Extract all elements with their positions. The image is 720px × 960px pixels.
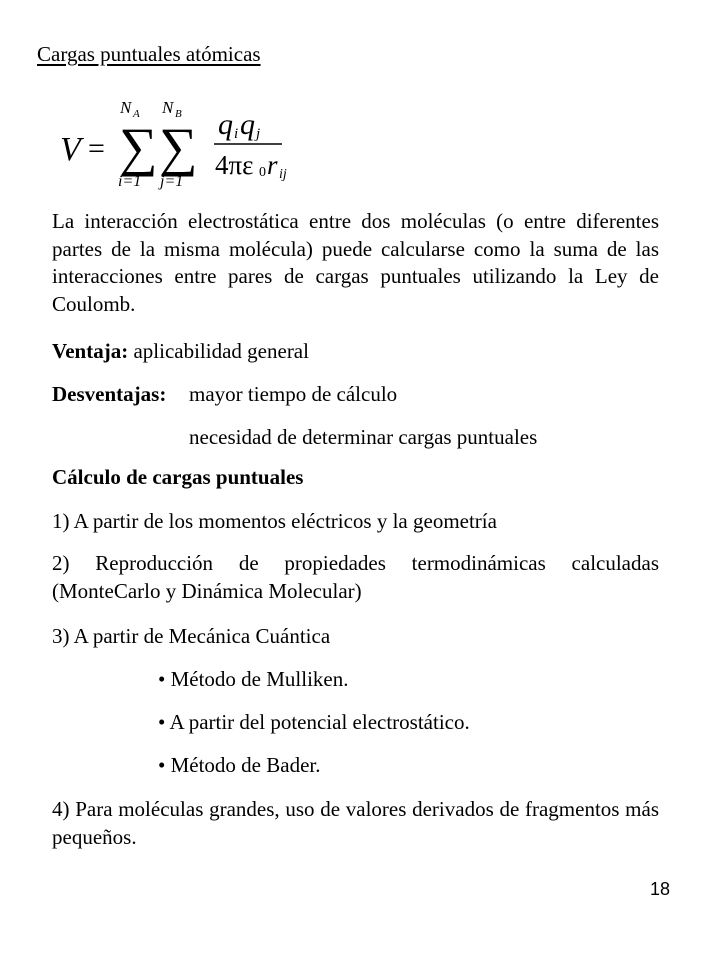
sub-method-bader: • Método de Bader. (158, 753, 321, 777)
calculo-heading-text: Cálculo de cargas puntuales (52, 465, 304, 489)
ventaja-line (52, 339, 309, 364)
sum1-upper-sub: A (133, 108, 140, 120)
denominator-main: 4πε (215, 150, 254, 180)
sum2-upper: N (162, 98, 174, 117)
method-2: 2) Reproducción de propiedades termodinámicas calculadas (MonteCarlo y Dinámica Molecular) (52, 551, 659, 603)
intro-paragraph: La interacción electrostática entre dos moléculas (o entre diferentes partes de la misma molécula) puede calcularse como la suma de las interacciones entre pares de cargas puntuales utilizando la Ley de Coulomb. (52, 209, 659, 316)
page-title: Cargas puntuales atómicas (37, 42, 261, 66)
denominator-r: r (267, 150, 278, 180)
calculo-heading (52, 465, 303, 490)
method-3: 3) A partir de Mecánica Cuántica (52, 624, 331, 648)
sum2-lower: j=1 (160, 173, 184, 190)
method-4: 4) Para moléculas grandes, uso de valores derivados de fragmentos más pequeños. (52, 797, 659, 849)
formula-svg (58, 92, 298, 192)
numerator-q2-sub: j (256, 126, 261, 142)
sum-symbol-2: ∑ (159, 117, 198, 177)
denominator-sub: 0 (259, 165, 266, 180)
page-number: 18 (650, 879, 671, 899)
ventaja-label: Ventaja: (52, 339, 129, 363)
numerator-q1: q (218, 108, 233, 141)
sum1-upper: N (120, 98, 132, 117)
numerator-q2: q (240, 108, 255, 141)
denominator-r-sub: ij (279, 167, 287, 182)
method-1: 1) A partir de los momentos eléctricos y la geometría (52, 509, 497, 533)
desventajas-line (52, 382, 398, 407)
ventaja-text: aplicabilidad general (128, 339, 309, 363)
sub-method-potencial: • A partir del potencial electrostático. (158, 710, 470, 734)
numerator-q1-sub: i (234, 126, 239, 142)
coulomb-formula (58, 92, 298, 192)
sum1-lower: i=1 (118, 173, 142, 190)
formula-lhs: V (60, 131, 81, 168)
desventajas-item-1: mayor tiempo de cálculo (189, 382, 398, 406)
formula-equals: = (88, 132, 105, 165)
sub-method-mulliken: • Método de Mulliken. (158, 667, 349, 691)
desventajas-label: Desventajas: (52, 382, 167, 406)
sum-symbol-1: ∑ (119, 117, 158, 177)
desventajas-item-2: necesidad de determinar cargas puntuales (189, 425, 538, 449)
sum2-upper-sub: B (175, 108, 182, 120)
